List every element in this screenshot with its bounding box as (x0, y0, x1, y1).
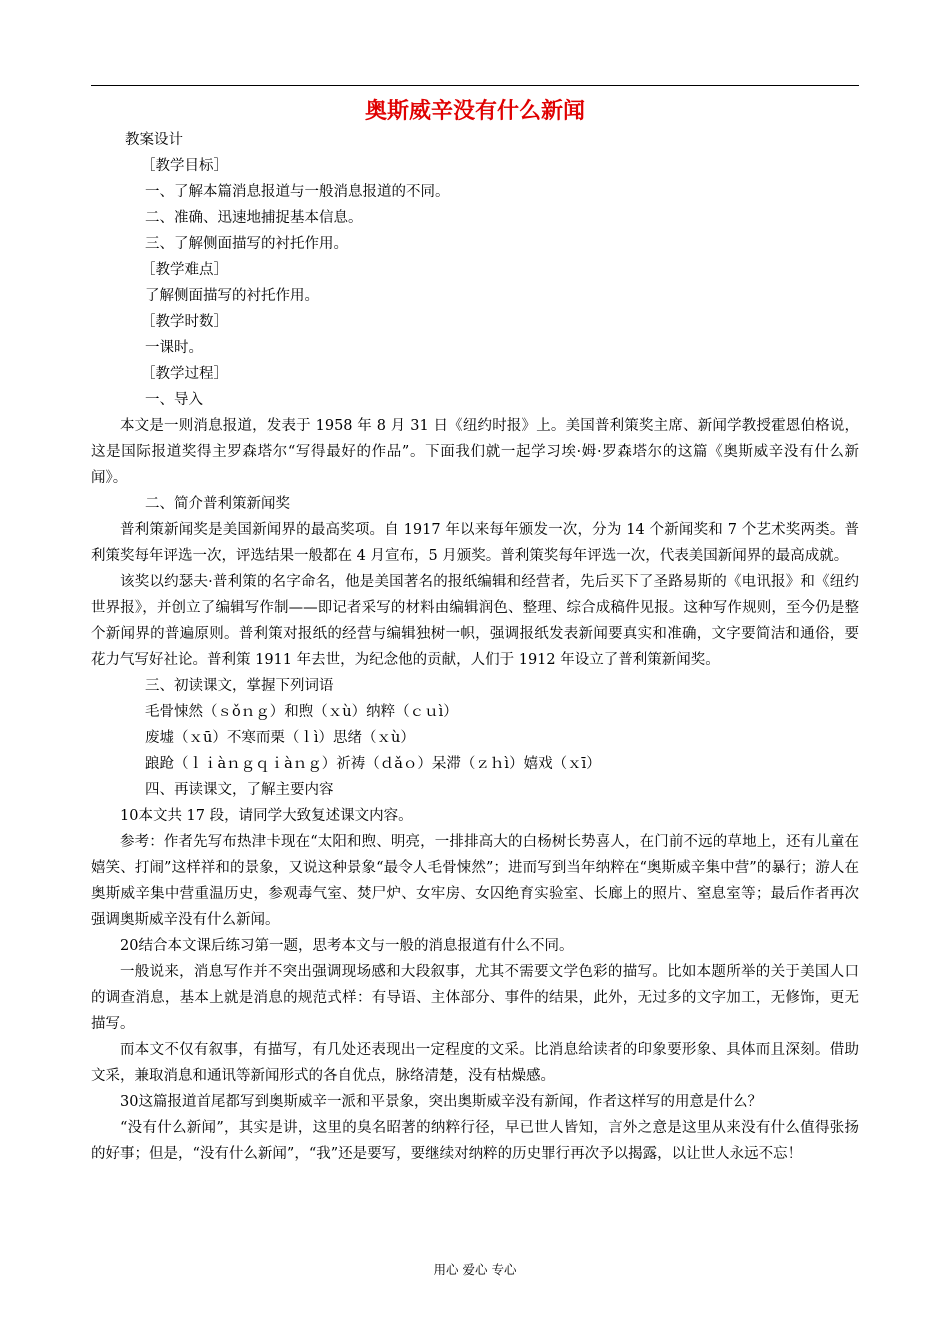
question: 10本文共 17 段，请同学大致复述课文内容。 (120, 808, 413, 824)
page-footer: 用心 爱心 专心 (433, 1262, 517, 1277)
section-heading: 四、再读课文，了解主要内容 (145, 782, 334, 798)
section-heading: 三、初读课文，掌握下列词语 (145, 678, 334, 694)
goals-heading: ［教学目标］ (141, 158, 228, 174)
answer: 一般说来，消息写作并不突出强调现场感和大段叙事，尤其不需要文学色彩的描写。比如本题所举的关于美国人口的调查消息，基本上就是消息的规范式样：有导语、主体部分、事件的结果，此外，无过多的文字加工，无修饰，更无描写。 (91, 964, 859, 1032)
paragraph: 该奖以约瑟夫·普利策的名字命名，他是美国著名的报纸编辑和经营者，先后买下了圣路易斯的《电讯报》和《纽约世界报》，并创立了编辑写作制——即记者采写的材料由编辑润色、整理、综合成稿件见报。这种写作规则，至今仍是整个新闻界的普遍原则。普利策对报纸的经营与编辑独树一帜，强调报纸发表新闻要真实和准确，文字要简洁和通俗，要花力气写好社论。普利策 1911 年去世，为纪念他的贡献，人们于 1912 年设立了普利策新闻奖。 (91, 574, 859, 668)
goal-item: 一、了解本篇消息报道与一般消息报道的不同。 (145, 184, 450, 200)
difficulty-text: 了解侧面描写的衬托作用。 (145, 288, 319, 304)
goal-item: 二、准确、迅速地捕捉基本信息。 (145, 210, 363, 226)
answer: “没有什么新闻”，其实是讲，这里的臭名昭著的纳粹行径，早已世人皆知，言外之意是这里从来没有什么值得张扬的好事；但是，“没有什么新闻”，“我”还是要写，要继续对纳粹的历史罪行再次予以揭露，以让世人永远不忘！ (91, 1120, 859, 1162)
goal-item: 三、了解侧面描写的衬托作用。 (145, 236, 348, 252)
question: 20结合本文课后练习第一题，思考本文与一般的消息报道有什么不同。 (120, 938, 574, 954)
design-heading: 教案设计 (125, 132, 183, 148)
hours-text: 一课时。 (145, 340, 203, 356)
document-body (91, 127, 859, 1167)
header-rule (91, 85, 859, 86)
answer: 而本文不仅有叙事，有描写，有几处还表现出一定程度的文采。比消息给读者的印象要形象、具体而且深刻。借助文采，兼取消息和通讯等新闻形式的各自优点，脉络清楚，没有枯燥感。 (91, 1042, 859, 1084)
process-heading: ［教学过程］ (141, 366, 228, 382)
vocab-line: 废墟（ｘū）不寒而栗（ｌì）思绪（ｘù） (145, 730, 415, 746)
vocab-line: 踉跄（ｌｉàｎｇｑｉàｎｇ）祈祷（ｄǎｏ）呆滞（ｚｈì）嬉戏（ｘī） (145, 756, 601, 772)
hours-heading: ［教学时数］ (141, 314, 228, 330)
section-heading: 一、导入 (145, 392, 203, 408)
question: 30这篇报道首尾都写到奥斯威辛一派和平景象，突出奥斯威辛没有新闻，作者这样写的用意是什么？ (120, 1094, 762, 1110)
paragraph: 普利策新闻奖是美国新闻界的最高奖项。自 1917 年以来每年颁发一次，分为 14 个新闻奖和 7 个艺术奖两类。普利策奖每年评选一次，评选结果一般都在 4 月宣布，5 月颁奖。普利策奖每年评选一次，代表美国新闻界的最高成就。 (91, 522, 859, 564)
paragraph: 本文是一则消息报道，发表于 1958 年 8 月 31 日《纽约时报》上。美国普利策奖主席、新闻学教授霍恩伯格说，这是国际报道奖得主罗森塔尔“写得最好的作品”。下面我们就一起学习埃·姆·罗森塔尔的这篇《奥斯威辛没有什么新闻》。 (91, 418, 859, 486)
page-title: 奥斯威辛没有什么新闻 (364, 99, 585, 124)
vocab-line: 毛骨悚然（ｓǒｎｇ）和煦（ｘù）纳粹（ｃｕì） (145, 704, 458, 720)
difficulty-heading: ［教学难点］ (141, 262, 228, 278)
answer: 参考：作者先写布热津卡现在“太阳和煦、明亮，一排排高大的白杨树长势喜人，在门前不远的草地上，还有儿童在嬉笑、打闹”这样祥和的景象，又说这种景象“最令人毛骨悚然”；进而写到当年纳粹在“奥斯威辛集中营”的暴行；游人在奥斯威辛集中营重温历史，参观毒气室、焚尸炉、女牢房、女囚绝育实验室、长廊上的照片、窒息室等；最后作者再次强调奥斯威辛没有什么新闻。 (91, 834, 859, 928)
section-heading: 二、简介普利策新闻奖 (145, 496, 290, 512)
